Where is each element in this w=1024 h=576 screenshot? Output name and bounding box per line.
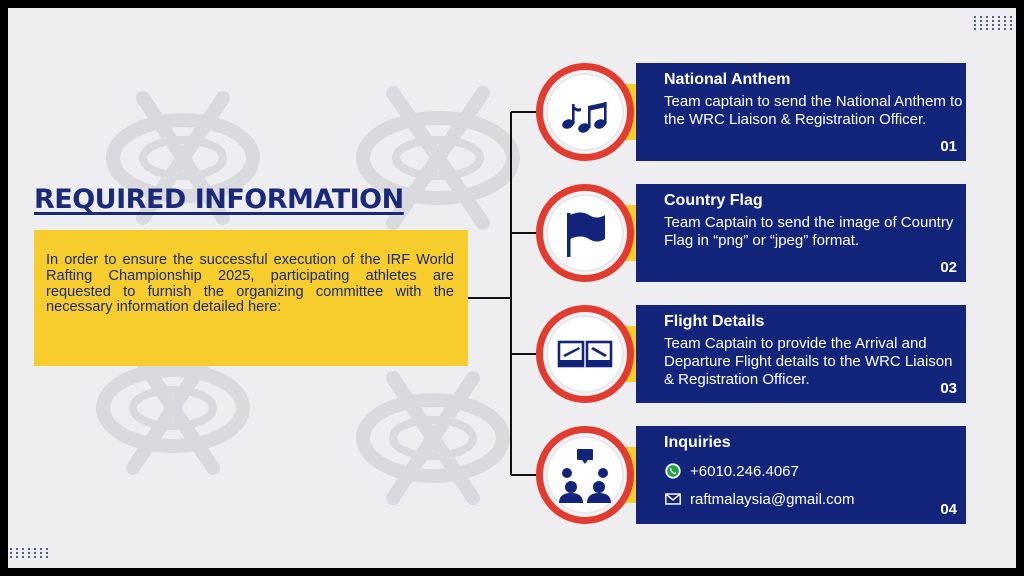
flag-icon bbox=[553, 201, 617, 265]
whatsapp-icon bbox=[664, 462, 682, 480]
card-title: Flight Details bbox=[664, 313, 765, 330]
email-row[interactable] bbox=[664, 490, 854, 508]
icon-ring-1 bbox=[536, 63, 634, 161]
card-number: 03 bbox=[940, 380, 957, 397]
envelope-icon bbox=[664, 490, 682, 508]
card-title: National Anthem bbox=[664, 71, 791, 88]
card-title: Country Flag bbox=[664, 192, 763, 209]
card-title: Inquiries bbox=[664, 434, 731, 451]
card-number: 04 bbox=[940, 501, 957, 518]
card-country-flag bbox=[636, 184, 966, 282]
card-text: Team Captain to send the image of Country Flag in “png” or “jpeg” format. bbox=[664, 214, 954, 249]
flight-board-icon bbox=[553, 322, 617, 386]
meeting-icon bbox=[553, 443, 617, 507]
card-number: 02 bbox=[940, 259, 957, 276]
phone-number: +6010.246.4067 bbox=[690, 462, 799, 480]
card-text: Team Captain to provide the Arrival and Departure Flight details to the WRC Liaison & Registration Officer. bbox=[664, 335, 953, 388]
icon-ring-3 bbox=[536, 305, 634, 403]
email-address: raftmalaysia@gmail.com bbox=[690, 490, 855, 508]
intro-text: In order to ensure the successful execution of the IRF World Rafting Championship 2025, participating athletes are requested to furnish the organizing committee with the necessary information detailed here: bbox=[34, 230, 468, 366]
card-inquiries bbox=[636, 426, 966, 524]
card-number: 01 bbox=[940, 138, 957, 155]
music-notes-icon bbox=[553, 80, 617, 144]
phone-row[interactable] bbox=[664, 462, 799, 480]
card-national-anthem bbox=[636, 63, 966, 161]
slide bbox=[8, 8, 1016, 568]
card-flight-details bbox=[636, 305, 966, 403]
card-text: Team captain to send the National Anthem to the WRC Liaison & Registration Officer. bbox=[664, 93, 963, 128]
icon-ring-2 bbox=[536, 184, 634, 282]
icon-ring-4 bbox=[536, 426, 634, 524]
page-title: REQUIRED INFORMATION bbox=[34, 184, 404, 215]
